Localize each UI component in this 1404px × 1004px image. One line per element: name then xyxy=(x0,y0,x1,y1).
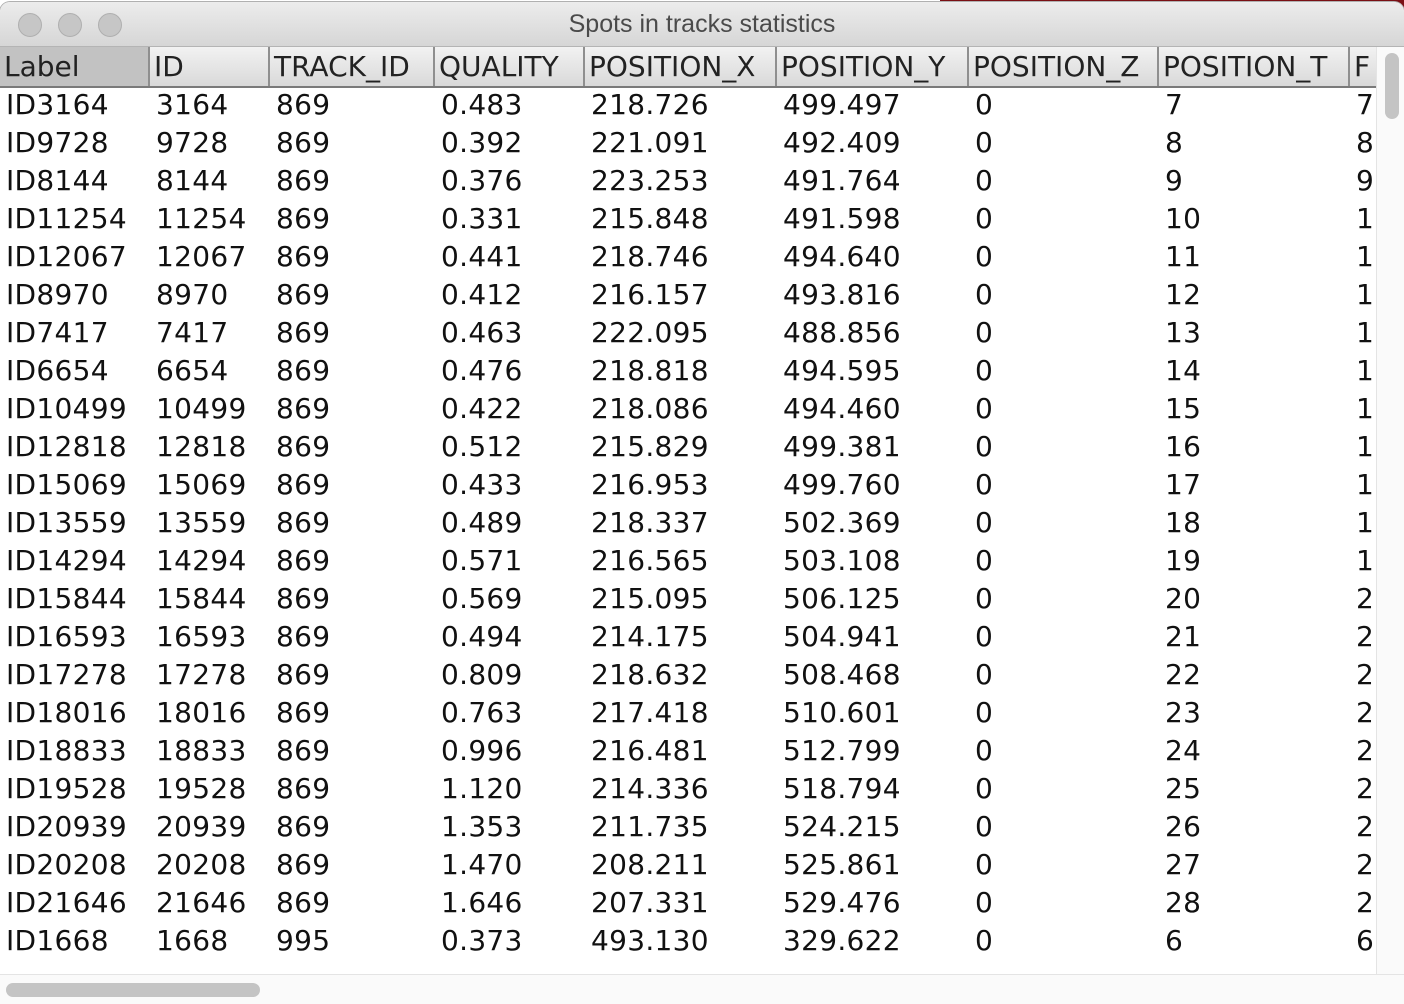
cell-label: ID14294 xyxy=(6,544,127,577)
cell-position-z: 0 xyxy=(975,886,994,919)
cell-frame: 2 xyxy=(1356,734,1375,767)
cell-label: ID18833 xyxy=(6,734,127,767)
table-row[interactable] xyxy=(0,162,1376,200)
cell-position-x: 207.331 xyxy=(591,886,709,919)
cell-position-x: 221.091 xyxy=(591,126,709,159)
cell-label: ID9728 xyxy=(6,126,109,159)
cell-track-id: 869 xyxy=(276,772,331,805)
cell-quality: 0.422 xyxy=(441,392,523,425)
cell-label: ID3164 xyxy=(6,88,109,121)
table-row[interactable] xyxy=(0,732,1376,770)
cell-frame: 1 xyxy=(1356,240,1375,273)
cell-quality: 0.571 xyxy=(441,544,523,577)
cell-position-t: 17 xyxy=(1165,468,1202,501)
cell-position-t: 13 xyxy=(1165,316,1202,349)
cell-position-t: 8 xyxy=(1165,126,1184,159)
cell-id: 11254 xyxy=(156,202,247,235)
cell-position-y: 506.125 xyxy=(783,582,901,615)
cell-position-t: 24 xyxy=(1165,734,1202,767)
cell-position-x: 223.253 xyxy=(591,164,709,197)
cell-position-y: 512.799 xyxy=(783,734,901,767)
column-header-track-id[interactable]: TRACK_ID xyxy=(270,47,435,86)
cell-frame: 1 xyxy=(1356,316,1375,349)
cell-position-x: 218.726 xyxy=(591,88,709,121)
cell-id: 18016 xyxy=(156,696,247,729)
cell-id: 20939 xyxy=(156,810,247,843)
cell-position-y: 491.598 xyxy=(783,202,901,235)
cell-frame: 8 xyxy=(1356,126,1375,159)
cell-position-x: 215.095 xyxy=(591,582,709,615)
cell-track-id: 869 xyxy=(276,886,331,919)
cell-position-t: 7 xyxy=(1165,88,1184,121)
cell-position-z: 0 xyxy=(975,164,994,197)
cell-position-y: 504.941 xyxy=(783,620,901,653)
cell-quality: 0.441 xyxy=(441,240,523,273)
table-header xyxy=(0,47,1376,88)
cell-position-y: 524.215 xyxy=(783,810,901,843)
cell-position-t: 6 xyxy=(1165,924,1184,957)
table-row[interactable] xyxy=(0,428,1376,466)
cell-position-y: 499.381 xyxy=(783,430,901,463)
cell-position-z: 0 xyxy=(975,278,994,311)
cell-position-t: 18 xyxy=(1165,506,1202,539)
cell-frame: 2 xyxy=(1356,696,1375,729)
cell-position-y: 503.108 xyxy=(783,544,901,577)
table-row[interactable] xyxy=(0,390,1376,428)
cell-position-x: 208.211 xyxy=(591,848,709,881)
cell-position-z: 0 xyxy=(975,392,994,425)
cell-label: ID7417 xyxy=(6,316,109,349)
column-header-position-x[interactable]: POSITION_X xyxy=(585,47,777,86)
cell-track-id: 869 xyxy=(276,848,331,881)
cell-position-z: 0 xyxy=(975,202,994,235)
column-header-quality[interactable]: QUALITY xyxy=(435,47,585,86)
cell-position-t: 25 xyxy=(1165,772,1202,805)
vertical-scroll-thumb[interactable] xyxy=(1385,53,1399,119)
cell-frame: 1 xyxy=(1356,202,1375,235)
cell-id: 3164 xyxy=(156,88,229,121)
cell-position-z: 0 xyxy=(975,582,994,615)
cell-frame: 1 xyxy=(1356,278,1375,311)
cell-position-z: 0 xyxy=(975,354,994,387)
window-title: Spots in tracks statistics xyxy=(568,10,836,38)
cell-quality: 0.433 xyxy=(441,468,523,501)
cell-position-t: 20 xyxy=(1165,582,1202,615)
cell-id: 13559 xyxy=(156,506,247,539)
cell-id: 10499 xyxy=(156,392,247,425)
cell-position-y: 494.460 xyxy=(783,392,901,425)
cell-position-z: 0 xyxy=(975,126,994,159)
cell-position-x: 218.746 xyxy=(591,240,709,273)
cell-position-z: 0 xyxy=(975,468,994,501)
table-row[interactable] xyxy=(0,618,1376,656)
cell-label: ID13559 xyxy=(6,506,127,539)
cell-track-id: 869 xyxy=(276,316,331,349)
cell-position-y: 529.476 xyxy=(783,886,901,919)
cell-position-t: 9 xyxy=(1165,164,1184,197)
cell-quality: 0.809 xyxy=(441,658,523,691)
cell-frame: 1 xyxy=(1356,544,1375,577)
cell-track-id: 869 xyxy=(276,430,331,463)
cell-frame: 1 xyxy=(1356,506,1375,539)
cell-frame: 2 xyxy=(1356,658,1375,691)
cell-label: ID12067 xyxy=(6,240,127,273)
column-header-position-z[interactable]: POSITION_Z xyxy=(969,47,1159,86)
cell-quality: 0.463 xyxy=(441,316,523,349)
cell-position-y: 329.622 xyxy=(783,924,901,957)
cell-position-z: 0 xyxy=(975,924,994,957)
title-bar[interactable] xyxy=(0,2,1404,47)
cell-position-x: 222.095 xyxy=(591,316,709,349)
cell-position-t: 10 xyxy=(1165,202,1202,235)
table-row[interactable] xyxy=(0,200,1376,238)
cell-frame: 2 xyxy=(1356,620,1375,653)
column-header-frame[interactable]: F xyxy=(1354,50,1371,83)
cell-quality: 0.373 xyxy=(441,924,523,957)
cell-label: ID6654 xyxy=(6,354,109,387)
cell-position-z: 0 xyxy=(975,810,994,843)
table-row[interactable] xyxy=(0,884,1376,922)
table-row[interactable] xyxy=(0,922,1376,960)
cell-position-y: 525.861 xyxy=(783,848,901,881)
cell-position-x: 216.481 xyxy=(591,734,709,767)
cell-quality: 0.483 xyxy=(441,88,523,121)
cell-position-z: 0 xyxy=(975,88,994,121)
table-row[interactable] xyxy=(0,276,1376,314)
cell-label: ID20208 xyxy=(6,848,127,881)
cell-position-z: 0 xyxy=(975,772,994,805)
cell-id: 12067 xyxy=(156,240,247,273)
cell-position-y: 499.497 xyxy=(783,88,901,121)
cell-position-t: 14 xyxy=(1165,354,1202,387)
cell-label: ID8970 xyxy=(6,278,109,311)
table-row[interactable] xyxy=(0,466,1376,504)
cell-position-z: 0 xyxy=(975,506,994,539)
cell-position-z: 0 xyxy=(975,240,994,273)
column-header-position-t[interactable]: POSITION_T xyxy=(1159,47,1350,86)
cell-label: ID20939 xyxy=(6,810,127,843)
cell-id: 18833 xyxy=(156,734,247,767)
table-row[interactable] xyxy=(0,656,1376,694)
cell-position-t: 21 xyxy=(1165,620,1202,653)
cell-track-id: 869 xyxy=(276,582,331,615)
cell-frame: 1 xyxy=(1356,430,1375,463)
cell-track-id: 869 xyxy=(276,506,331,539)
cell-id: 15069 xyxy=(156,468,247,501)
column-header-label[interactable]: Label xyxy=(0,47,150,86)
cell-id: 17278 xyxy=(156,658,247,691)
vertical-scrollbar[interactable] xyxy=(1376,47,1404,975)
cell-id: 8970 xyxy=(156,278,229,311)
cell-position-t: 15 xyxy=(1165,392,1202,425)
table-row[interactable] xyxy=(0,580,1376,618)
cell-track-id: 869 xyxy=(276,164,331,197)
cell-position-z: 0 xyxy=(975,316,994,349)
cell-position-x: 215.829 xyxy=(591,430,709,463)
cell-quality: 0.489 xyxy=(441,506,523,539)
cell-frame: 7 xyxy=(1356,88,1375,121)
cell-position-x: 218.337 xyxy=(591,506,709,539)
cell-label: ID15844 xyxy=(6,582,127,615)
cell-position-y: 508.468 xyxy=(783,658,901,691)
cell-position-t: 28 xyxy=(1165,886,1202,919)
cell-track-id: 869 xyxy=(276,544,331,577)
cell-id: 14294 xyxy=(156,544,247,577)
cell-position-y: 499.760 xyxy=(783,468,901,501)
cell-position-x: 218.818 xyxy=(591,354,709,387)
cell-track-id: 869 xyxy=(276,126,331,159)
cell-label: ID19528 xyxy=(6,772,127,805)
cell-track-id: 869 xyxy=(276,240,331,273)
cell-frame: 2 xyxy=(1356,772,1375,805)
cell-id: 20208 xyxy=(156,848,247,881)
cell-quality: 0.331 xyxy=(441,202,523,235)
cell-position-x: 211.735 xyxy=(591,810,709,843)
cell-position-z: 0 xyxy=(975,848,994,881)
cell-id: 12818 xyxy=(156,430,247,463)
cell-track-id: 869 xyxy=(276,810,331,843)
cell-frame: 2 xyxy=(1356,848,1375,881)
cell-track-id: 869 xyxy=(276,696,331,729)
cell-quality: 0.376 xyxy=(441,164,523,197)
cell-track-id: 869 xyxy=(276,202,331,235)
cell-quality: 1.353 xyxy=(441,810,523,843)
cell-label: ID21646 xyxy=(6,886,127,919)
statistics-window xyxy=(0,2,1404,1004)
horizontal-scroll-thumb[interactable] xyxy=(6,983,260,997)
cell-quality: 1.470 xyxy=(441,848,523,881)
cell-track-id: 995 xyxy=(276,924,331,957)
cell-position-x: 214.336 xyxy=(591,772,709,805)
cell-frame: 1 xyxy=(1356,468,1375,501)
cell-id: 19528 xyxy=(156,772,247,805)
cell-track-id: 869 xyxy=(276,278,331,311)
cell-position-z: 0 xyxy=(975,544,994,577)
cell-quality: 0.763 xyxy=(441,696,523,729)
cell-label: ID8144 xyxy=(6,164,109,197)
cell-frame: 6 xyxy=(1356,924,1375,957)
cell-position-t: 11 xyxy=(1165,240,1202,273)
cell-quality: 0.392 xyxy=(441,126,523,159)
cell-position-z: 0 xyxy=(975,620,994,653)
cell-position-x: 216.157 xyxy=(591,278,709,311)
column-header-id[interactable]: ID xyxy=(150,47,270,86)
cell-id: 1668 xyxy=(156,924,229,957)
cell-label: ID1668 xyxy=(6,924,109,957)
cell-position-y: 493.816 xyxy=(783,278,901,311)
cell-track-id: 869 xyxy=(276,620,331,653)
table-row[interactable] xyxy=(0,314,1376,352)
cell-id: 9728 xyxy=(156,126,229,159)
table-row[interactable] xyxy=(0,694,1376,732)
cell-id: 15844 xyxy=(156,582,247,615)
cell-id: 16593 xyxy=(156,620,247,653)
table-row[interactable] xyxy=(0,86,1376,124)
cell-position-x: 216.953 xyxy=(591,468,709,501)
cell-quality: 0.494 xyxy=(441,620,523,653)
table-row[interactable] xyxy=(0,542,1376,580)
cell-position-t: 23 xyxy=(1165,696,1202,729)
table-row[interactable] xyxy=(0,124,1376,162)
cell-position-z: 0 xyxy=(975,734,994,767)
table-row[interactable] xyxy=(0,846,1376,884)
cell-position-z: 0 xyxy=(975,658,994,691)
table-row[interactable] xyxy=(0,238,1376,276)
cell-id: 21646 xyxy=(156,886,247,919)
table-row[interactable] xyxy=(0,352,1376,390)
cell-frame: 1 xyxy=(1356,354,1375,387)
cell-quality: 0.412 xyxy=(441,278,523,311)
cell-frame: 2 xyxy=(1356,582,1375,615)
cell-frame: 2 xyxy=(1356,886,1375,919)
cell-position-x: 493.130 xyxy=(591,924,709,957)
cell-position-x: 214.175 xyxy=(591,620,709,653)
cell-position-x: 216.565 xyxy=(591,544,709,577)
cell-position-y: 491.764 xyxy=(783,164,901,197)
cell-position-y: 494.595 xyxy=(783,354,901,387)
cell-quality: 0.569 xyxy=(441,582,523,615)
cell-position-z: 0 xyxy=(975,696,994,729)
cell-frame: 1 xyxy=(1356,392,1375,425)
cell-label: ID10499 xyxy=(6,392,127,425)
cell-position-y: 518.794 xyxy=(783,772,901,805)
cell-frame: 9 xyxy=(1356,164,1375,197)
cell-frame: 2 xyxy=(1356,810,1375,843)
spots-table xyxy=(0,86,1376,974)
table-row[interactable] xyxy=(0,504,1376,542)
cell-position-y: 488.856 xyxy=(783,316,901,349)
cell-track-id: 869 xyxy=(276,658,331,691)
cell-position-y: 510.601 xyxy=(783,696,901,729)
cell-label: ID18016 xyxy=(6,696,127,729)
cell-label: ID15069 xyxy=(6,468,127,501)
cell-position-t: 27 xyxy=(1165,848,1202,881)
cell-position-x: 217.418 xyxy=(591,696,709,729)
cell-quality: 0.476 xyxy=(441,354,523,387)
cell-position-x: 218.632 xyxy=(591,658,709,691)
column-header-position-y[interactable]: POSITION_Y xyxy=(777,47,969,86)
cell-track-id: 869 xyxy=(276,88,331,121)
cell-label: ID11254 xyxy=(6,202,127,235)
cell-quality: 1.646 xyxy=(441,886,523,919)
cell-id: 7417 xyxy=(156,316,229,349)
table-row[interactable] xyxy=(0,808,1376,846)
cell-position-t: 26 xyxy=(1165,810,1202,843)
cell-quality: 1.120 xyxy=(441,772,523,805)
cell-quality: 0.512 xyxy=(441,430,523,463)
cell-id: 6654 xyxy=(156,354,229,387)
horizontal-scrollbar[interactable] xyxy=(0,974,1404,1004)
cell-label: ID17278 xyxy=(6,658,127,691)
cell-track-id: 869 xyxy=(276,734,331,767)
cell-position-y: 494.640 xyxy=(783,240,901,273)
cell-position-z: 0 xyxy=(975,430,994,463)
cell-position-x: 218.086 xyxy=(591,392,709,425)
cell-track-id: 869 xyxy=(276,392,331,425)
cell-position-x: 215.848 xyxy=(591,202,709,235)
cell-position-t: 22 xyxy=(1165,658,1202,691)
cell-position-t: 19 xyxy=(1165,544,1202,577)
cell-position-y: 502.369 xyxy=(783,506,901,539)
cell-position-t: 12 xyxy=(1165,278,1202,311)
cell-track-id: 869 xyxy=(276,354,331,387)
cell-label: ID16593 xyxy=(6,620,127,653)
cell-quality: 0.996 xyxy=(441,734,523,767)
table-row[interactable] xyxy=(0,770,1376,808)
cell-id: 8144 xyxy=(156,164,229,197)
cell-position-y: 492.409 xyxy=(783,126,901,159)
cell-label: ID12818 xyxy=(6,430,127,463)
cell-position-t: 16 xyxy=(1165,430,1202,463)
cell-track-id: 869 xyxy=(276,468,331,501)
